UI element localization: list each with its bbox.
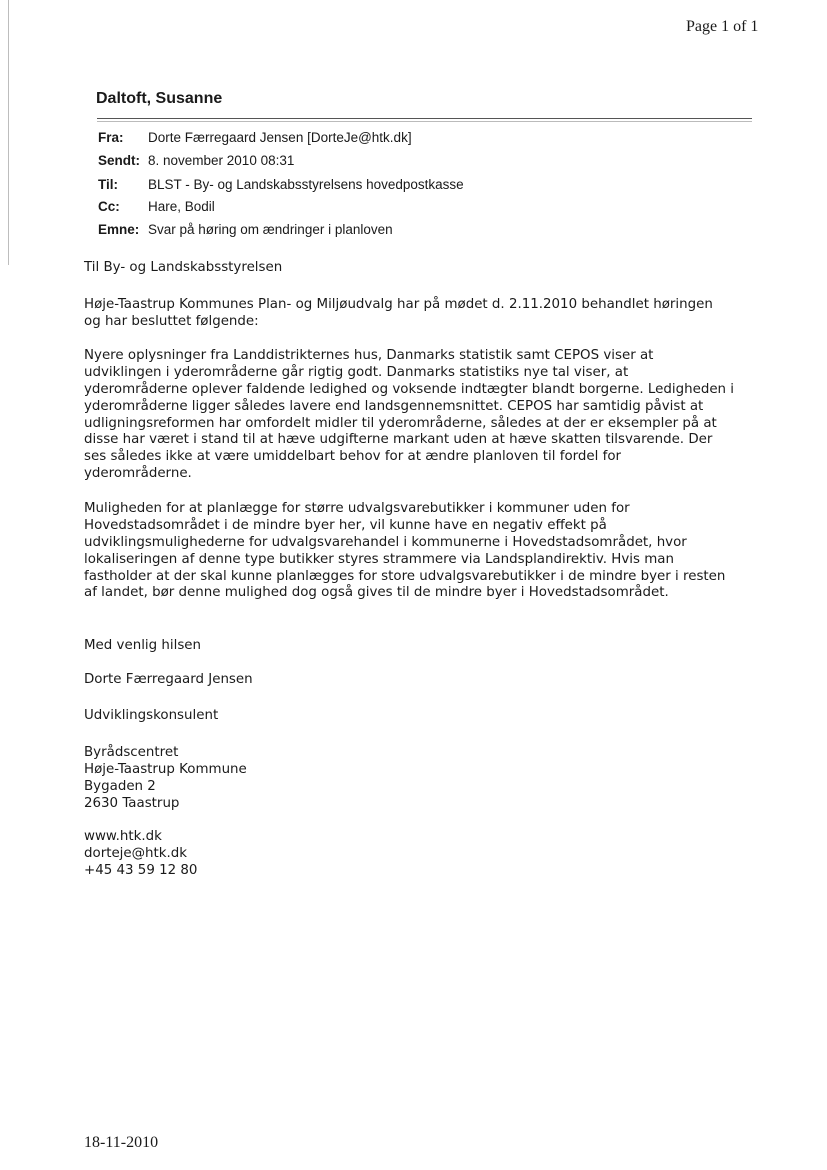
address-line: Byrådscentret bbox=[84, 745, 179, 760]
address-line: 2630 Taastrup bbox=[84, 795, 180, 811]
paragraph-line: af landet, bør denne mulighed dog også gives til de mindre byer i Hovedstadsområdet. bbox=[84, 585, 669, 601]
subject-value: Svar på høring om ændringer i planloven bbox=[148, 222, 393, 237]
paragraph-line: ses således ikke at være umiddelbart behov for at ændre planloven til fordel for bbox=[84, 449, 622, 465]
paragraph-line: disse har været i stand til at hæve udgifterne markant uden at hæve skatten tilsvarende. Der bbox=[84, 432, 713, 448]
website-link[interactable]: www.htk.dk bbox=[84, 829, 162, 844]
salutation bbox=[84, 260, 774, 277]
closing bbox=[84, 638, 774, 655]
from-label: Fra: bbox=[98, 130, 124, 145]
cc-row bbox=[98, 199, 215, 215]
paragraph-line: Hovedstadsområdet i de mindre byer her, vil kunne have en negativ effekt på bbox=[84, 517, 607, 533]
paragraph-line: udviklingen i yderområderne går rigtig godt. Danmarks statistiks nye tal viser, at bbox=[84, 364, 629, 380]
paragraph-line: yderområderne. bbox=[84, 466, 192, 482]
paragraph-1 bbox=[84, 297, 774, 331]
print-date: 18-11-2010 bbox=[84, 1134, 159, 1151]
to-label: Til: bbox=[98, 177, 118, 192]
mailbox-owner: Daltoft, Susanne bbox=[96, 90, 223, 107]
paragraph-line: udligningsreformen har omfordelt midler til yderområderne, således at der er eksempler på at bbox=[84, 415, 717, 431]
salutation-text: Til By- og Landskabsstyrelsen bbox=[84, 260, 283, 275]
phone-number: +45 43 59 12 80 bbox=[84, 862, 198, 878]
paragraph-line: Høje-Taastrup Kommunes Plan- og Miljøudvalg har på mødet d. 2.11.2010 behandlet høringen bbox=[84, 297, 713, 312]
address-line: Bygaden 2 bbox=[84, 778, 156, 794]
to-row bbox=[98, 177, 464, 193]
email-link[interactable]: dorteje@htk.dk bbox=[84, 845, 188, 861]
contact-block bbox=[84, 829, 774, 880]
signer-name-text: Dorte Færregaard Jensen bbox=[84, 672, 253, 687]
to-value: BLST - By- og Landskabsstyrelsens hovedpostkasse bbox=[148, 177, 464, 192]
paragraph-line: fastholder at der skal kunne planlægges for store udvalgsvarebutikker i de mindre byer i resten bbox=[84, 568, 726, 584]
cc-value: Hare, Bodil bbox=[148, 199, 215, 214]
paragraph-line: Muligheden for at planlægge for større udvalgsvarebutikker i kommuner uden for bbox=[84, 501, 630, 516]
paragraph-line: yderområderne ligger således lavere end landsgennemsnittet. CEPOS har samtidig påvist at bbox=[84, 398, 704, 414]
page-number: Page 1 of 1 bbox=[686, 18, 759, 35]
paragraph-line: udviklingsmulighederne for udvalgsvarehandel i kommunerne i Hovedstadsområdet, hvor bbox=[84, 534, 687, 550]
sent-value: 8. november 2010 08:31 bbox=[148, 153, 295, 168]
paragraph-2 bbox=[84, 348, 774, 483]
from-row bbox=[98, 130, 412, 146]
from-value: Dorte Færregaard Jensen [DorteJe@htk.dk] bbox=[148, 130, 412, 145]
closing-text: Med venlig hilsen bbox=[84, 638, 202, 653]
signer-title-text: Udviklingskonsulent bbox=[84, 708, 219, 723]
subject-row bbox=[98, 222, 393, 238]
paragraph-line: og har besluttet følgende: bbox=[84, 313, 259, 329]
paragraph-line: lokaliseringen af denne type butikker styres strammere via Landsplandirektiv. Hvis man bbox=[84, 551, 674, 567]
paragraph-3 bbox=[84, 501, 774, 602]
signer-name bbox=[84, 672, 774, 689]
address-line: Høje-Taastrup Kommune bbox=[84, 761, 247, 777]
header-divider-shadow bbox=[97, 121, 752, 122]
paragraph-line: yderområderne oplever faldende ledighed og voksende indtægter blandt borgerne. Ledigheden i bbox=[84, 381, 735, 397]
address-block bbox=[84, 745, 774, 813]
paragraph-line: Nyere oplysninger fra Landdistrikternes hus, Danmarks statistik samt CEPOS viser at bbox=[84, 348, 654, 363]
sent-label: Sendt: bbox=[98, 153, 140, 168]
subject-label: Emne: bbox=[98, 222, 140, 237]
sent-row bbox=[98, 153, 295, 169]
signer-title bbox=[84, 708, 774, 725]
header-divider bbox=[97, 118, 752, 119]
cc-label: Cc: bbox=[98, 199, 120, 214]
scan-left-edge bbox=[8, 0, 9, 265]
